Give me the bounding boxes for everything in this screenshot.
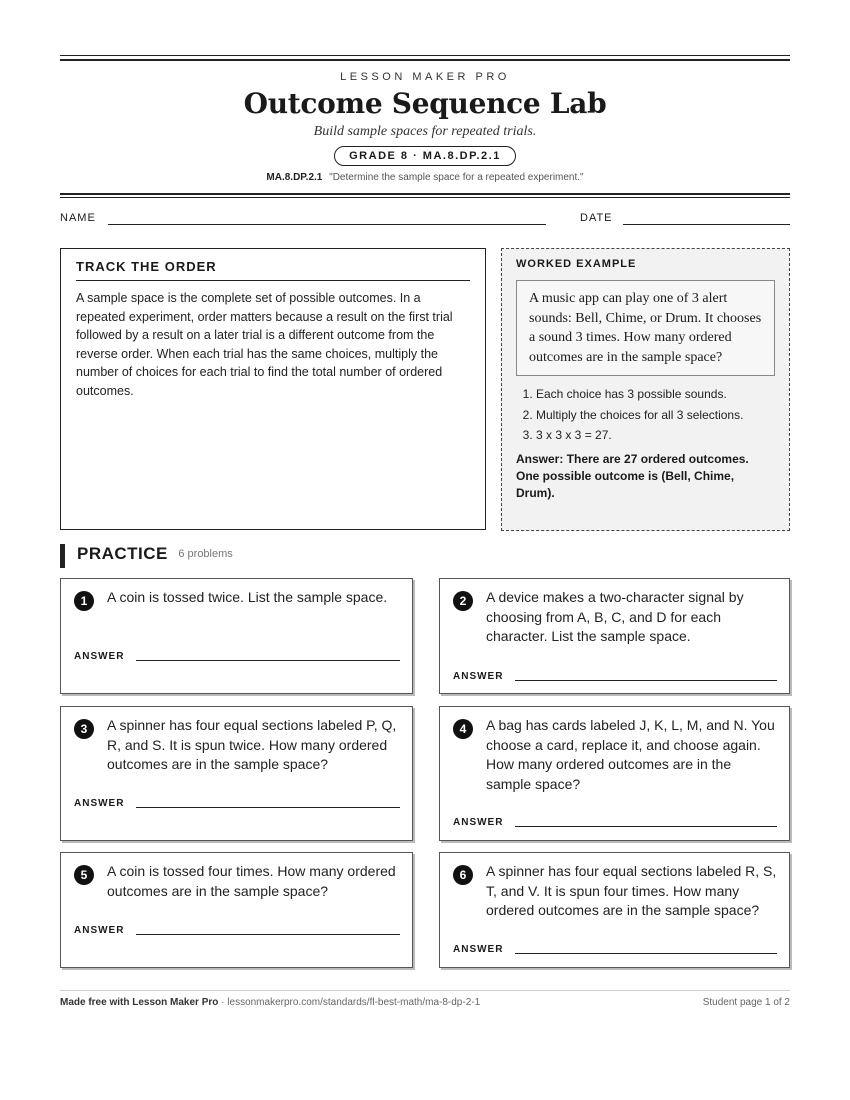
name-label: NAME xyxy=(60,212,96,224)
practice-problem-card xyxy=(60,578,413,694)
standard-line xyxy=(60,172,790,183)
problem-number-badge: 4 xyxy=(453,719,473,739)
practice-problem-card xyxy=(439,578,790,694)
date-field[interactable] xyxy=(623,224,790,225)
worked-step: 3. 3 x 3 x 3 = 27. xyxy=(536,425,775,446)
problem-number-badge: 3 xyxy=(74,719,94,739)
worked-example-answer: Answer: There are 27 ordered outcomes. One possible outcome is (Bell, Chime, Drum). xyxy=(516,451,749,500)
answer-field[interactable] xyxy=(515,826,777,827)
page-footer xyxy=(60,990,790,1008)
answer-label: ANSWER xyxy=(453,944,504,955)
practice-title: PRACTICE xyxy=(77,544,168,563)
top-rule xyxy=(60,55,790,61)
problem-text: A bag has cards labeled J, K, L, M, and N. You choose a card, replace it, and choose again. How many ordered outcomes are in the sample space? xyxy=(486,717,775,792)
answer-label: ANSWER xyxy=(74,925,125,936)
problem-number-badge: 2 xyxy=(453,591,473,611)
name-date-row xyxy=(60,210,790,230)
page-subtitle: Build sample spaces for repeated trials. xyxy=(313,124,537,139)
practice-count: 6 problems xyxy=(178,548,233,560)
practice-problem-card xyxy=(60,852,413,968)
worked-example-problem: A music app can play one of 3 alert sounds: Bell, Chime, or Drum. It chooses a sound 3 times. How many ordered outcomes are in the sample space? xyxy=(516,280,775,376)
worked-example-steps xyxy=(516,384,775,446)
answer-label: ANSWER xyxy=(74,651,125,662)
practice-problem-card xyxy=(60,706,413,841)
problem-text: A spinner has four equal sections labeled P, Q, R, and S. It is spun twice. How many ordered outcomes are in the sample space? xyxy=(107,717,397,772)
grade-standard-pill: GRADE 8 · MA.8.DP.2.1 xyxy=(334,146,516,166)
problem-number-badge: 6 xyxy=(453,865,473,885)
brand-name: LESSON MAKER PRO xyxy=(340,71,510,83)
page-title: Outcome Sequence Lab xyxy=(243,87,607,120)
footer-url[interactable]: · lessonmakerpro.com/standards/fl-best-math/ma-8-dp-2-1 xyxy=(221,997,481,1008)
problem-text: A device makes a two-character signal by choosing from A, B, C, and D for each character. List the sample space. xyxy=(486,589,744,644)
answer-label: ANSWER xyxy=(453,671,504,682)
standard-description: "Determine the sample space for a repeated experiment." xyxy=(329,172,584,183)
concept-panel xyxy=(60,248,486,530)
answer-row xyxy=(74,798,400,809)
standard-code: MA.8.DP.2.1 xyxy=(266,172,323,183)
practice-problem-card xyxy=(439,706,790,841)
worked-example-panel xyxy=(501,248,790,531)
answer-field[interactable] xyxy=(515,680,777,681)
problem-text: A coin is tossed four times. How many ordered outcomes are in the sample space? xyxy=(107,863,396,899)
problem-text: A coin is tossed twice. List the sample space. xyxy=(107,589,388,605)
answer-row xyxy=(453,944,777,955)
date-label: DATE xyxy=(580,212,613,224)
practice-header xyxy=(60,544,233,568)
answer-label: ANSWER xyxy=(74,798,125,809)
answer-field[interactable] xyxy=(136,807,400,808)
concept-heading: TRACK THE ORDER xyxy=(76,259,470,281)
problem-number-badge: 5 xyxy=(74,865,94,885)
practice-problem-card xyxy=(439,852,790,968)
answer-field[interactable] xyxy=(136,660,400,661)
answer-field[interactable] xyxy=(136,934,400,935)
problem-number-badge: 1 xyxy=(74,591,94,611)
worked-example-heading: WORKED EXAMPLE xyxy=(516,258,637,270)
answer-label: ANSWER xyxy=(453,817,504,828)
header-bottom-rule xyxy=(60,193,790,198)
worksheet-page xyxy=(60,0,790,1008)
worked-step: 1. Each choice has 3 possible sounds. xyxy=(536,384,775,405)
answer-row xyxy=(453,817,777,828)
answer-field[interactable] xyxy=(515,953,777,954)
worked-step: 2. Multiply the choices for all 3 selections. xyxy=(536,405,775,426)
problem-text: A spinner has four equal sections labeled R, S, T, and V. It is spun four times. How many ordered outcomes are in the sample space? xyxy=(486,863,777,918)
answer-row xyxy=(74,651,400,662)
footer-credit: Made free with Lesson Maker Pro xyxy=(60,997,219,1008)
name-field[interactable] xyxy=(108,224,546,225)
answer-row xyxy=(74,925,400,936)
footer-page-number: Student page 1 of 2 xyxy=(702,997,790,1008)
concept-body: A sample space is the complete set of possible outcomes. In a repeated experiment, order matters because a result on the first trial followed by a result on a later trial is a different outcome from the reverse order. When each trial has the same choices, multiply the number of choices for each trial to find the total number of ordered outcomes. xyxy=(76,291,453,398)
answer-row xyxy=(453,671,777,682)
